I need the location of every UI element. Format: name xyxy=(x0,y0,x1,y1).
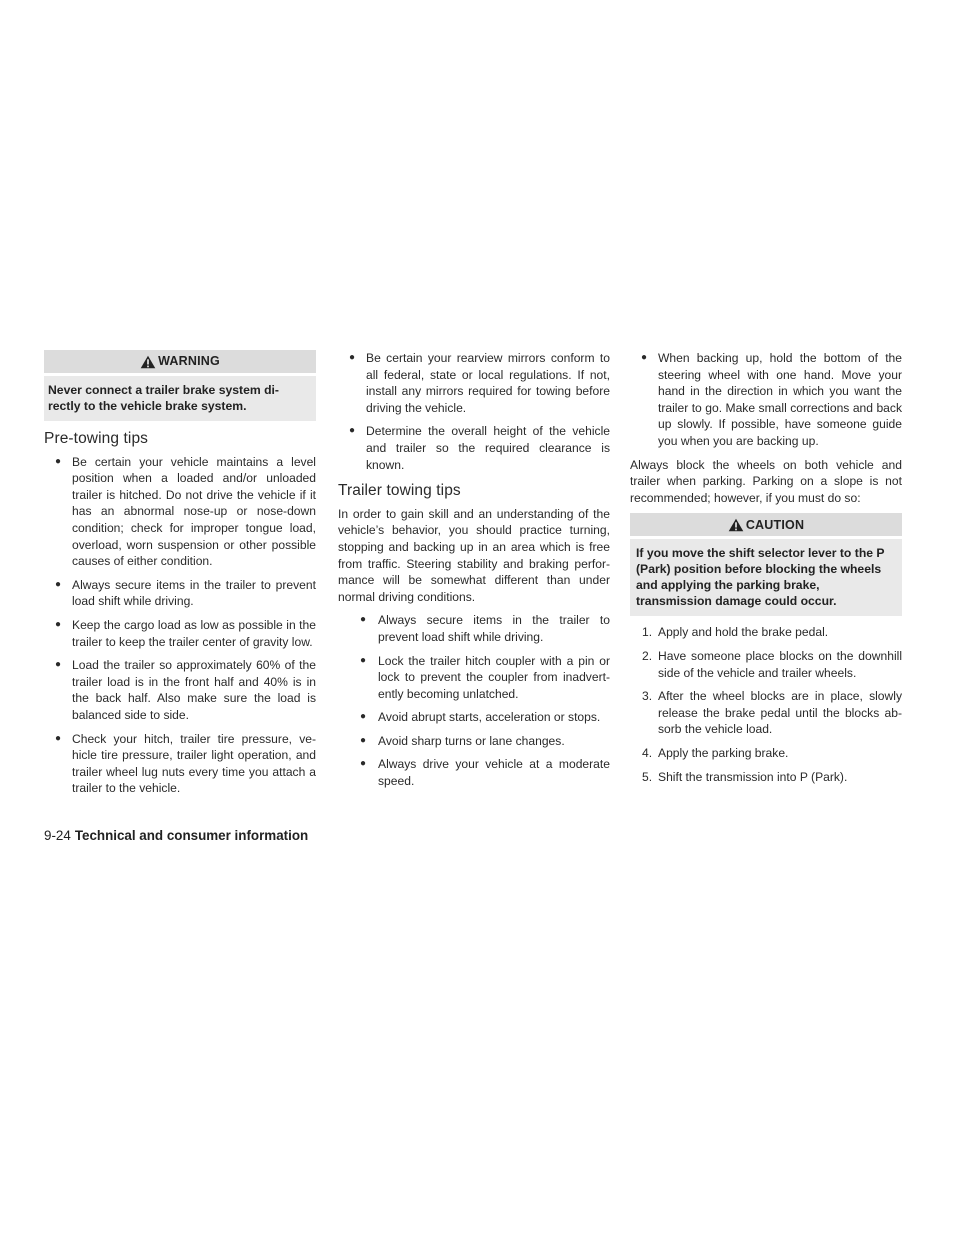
step-text: After the wheel blocks are in place, slowly release the brake pedal until the blocks ab-sorb the vehicle load. xyxy=(658,689,902,737)
list-item xyxy=(630,648,902,681)
step-text: Have someone place blocks on the downhill side of the vehicle and trailer wheels. xyxy=(658,648,902,680)
list-item: ● Be certain your rearview mirrors conform to all federal, state or local regulations. If not, install any mirrors required for towing before driving the vehicle. xyxy=(338,350,610,416)
column-2 xyxy=(338,350,610,797)
backing-up-list xyxy=(630,350,902,450)
list-item xyxy=(630,745,902,762)
list-item: ● Always secure items in the trailer to prevent load shift while driving. xyxy=(338,612,610,645)
list-item xyxy=(630,688,902,738)
step-text: Apply and hold the brake pedal. xyxy=(658,625,829,640)
list-item: ● Load the trailer so approximately 60% of the trailer load is in the front half and 40% is in the back half. Also make sure the load is balanced side to side. xyxy=(44,657,316,723)
caution-label: CAUTION xyxy=(745,517,805,532)
step-number: 5. xyxy=(642,769,653,784)
caution-text: If you move the shift selector lever to the P (Park) position before blocking the wheels and applying the parking brake, transmission damage could occur. xyxy=(630,539,902,616)
list-item xyxy=(630,769,902,786)
step-number: 1. xyxy=(642,625,653,640)
step-number: 2. xyxy=(642,648,653,663)
list-item: ● Lock the trailer hitch coupler with a pin or lock to prevent the coupler from inadvert-ently becoming unlatched. xyxy=(338,653,610,703)
step-number: 3. xyxy=(642,689,653,704)
warning-icon xyxy=(140,355,156,369)
list-item: ● Determine the overall height of the vehicle and trailer so the required clearance is known. xyxy=(338,423,610,473)
page-footer xyxy=(44,828,308,843)
section-title-pre-towing: Pre-towing tips xyxy=(44,430,149,447)
list-item: ● Always secure items in the trailer to prevent load shift while driving. xyxy=(44,577,316,610)
list-item: ● When backing up, hold the bottom of the steering wheel with one hand. Move your hand in the direction in which you want the trailer to go. Make small corrections and back up slowly. If possible, have someone guide you when you are backing up. xyxy=(630,350,902,450)
list-item: ● Keep the cargo load as low as possible in the trailer to keep the trailer center of gravity low. xyxy=(44,617,316,650)
caution-header xyxy=(630,513,902,536)
parking-paragraph: Always block the wheels on both vehicle and trailer when parking. Parking on a slope is not recommended; however, if you must do so: xyxy=(630,457,902,505)
warning-text: Never connect a trailer brake system di-rectly to the vehicle brake system. xyxy=(44,376,316,421)
trailer-towing-list xyxy=(338,612,610,789)
page-number: 9-24 xyxy=(44,828,71,843)
warning-header xyxy=(44,350,316,373)
trailer-towing-intro: In order to gain skill and an understanding of the vehicle’s behavior, you should practice turning, stopping and backing up in an area which is free from traffic. Steering stability and braking perfor-mance will be somewhat different than under normal driving conditions. xyxy=(338,506,610,604)
parking-steps xyxy=(630,624,902,785)
list-item xyxy=(630,624,902,641)
section-title-trailer-towing: Trailer towing tips xyxy=(338,482,461,500)
list-item: ● Avoid abrupt starts, acceleration or stops. xyxy=(338,709,610,726)
warning-label: WARNING xyxy=(158,354,220,369)
list-item: ● Check your hitch, trailer tire pressure, ve-hicle tire pressure, trailer light operation, and trailer wheel lug nuts every time you attach a trailer to the vehicle. xyxy=(44,731,316,797)
section-name: Technical and consumer information xyxy=(74,828,309,843)
list-item: ● Avoid sharp turns or lane changes. xyxy=(338,733,610,750)
list-item: ● Always drive your vehicle at a moderate speed. xyxy=(338,756,610,789)
pre-towing-list xyxy=(44,454,316,797)
warning-icon xyxy=(728,518,744,532)
pre-towing-list-continued xyxy=(338,350,610,473)
step-number: 4. xyxy=(642,745,653,760)
step-text: Shift the transmission into P (Park). xyxy=(658,769,848,784)
column-1 xyxy=(44,350,316,804)
list-item: ● Be certain your vehicle maintains a level position when a loaded and/or unloaded trailer is hitched. Do not drive the vehicle if it has an abnormal nose-up or nose-down condition; check for improper tongue load, overload, worn suspension or other possible causes of either condition. xyxy=(44,454,316,570)
column-3 xyxy=(630,350,902,792)
step-text: Apply the parking brake. xyxy=(658,745,789,760)
